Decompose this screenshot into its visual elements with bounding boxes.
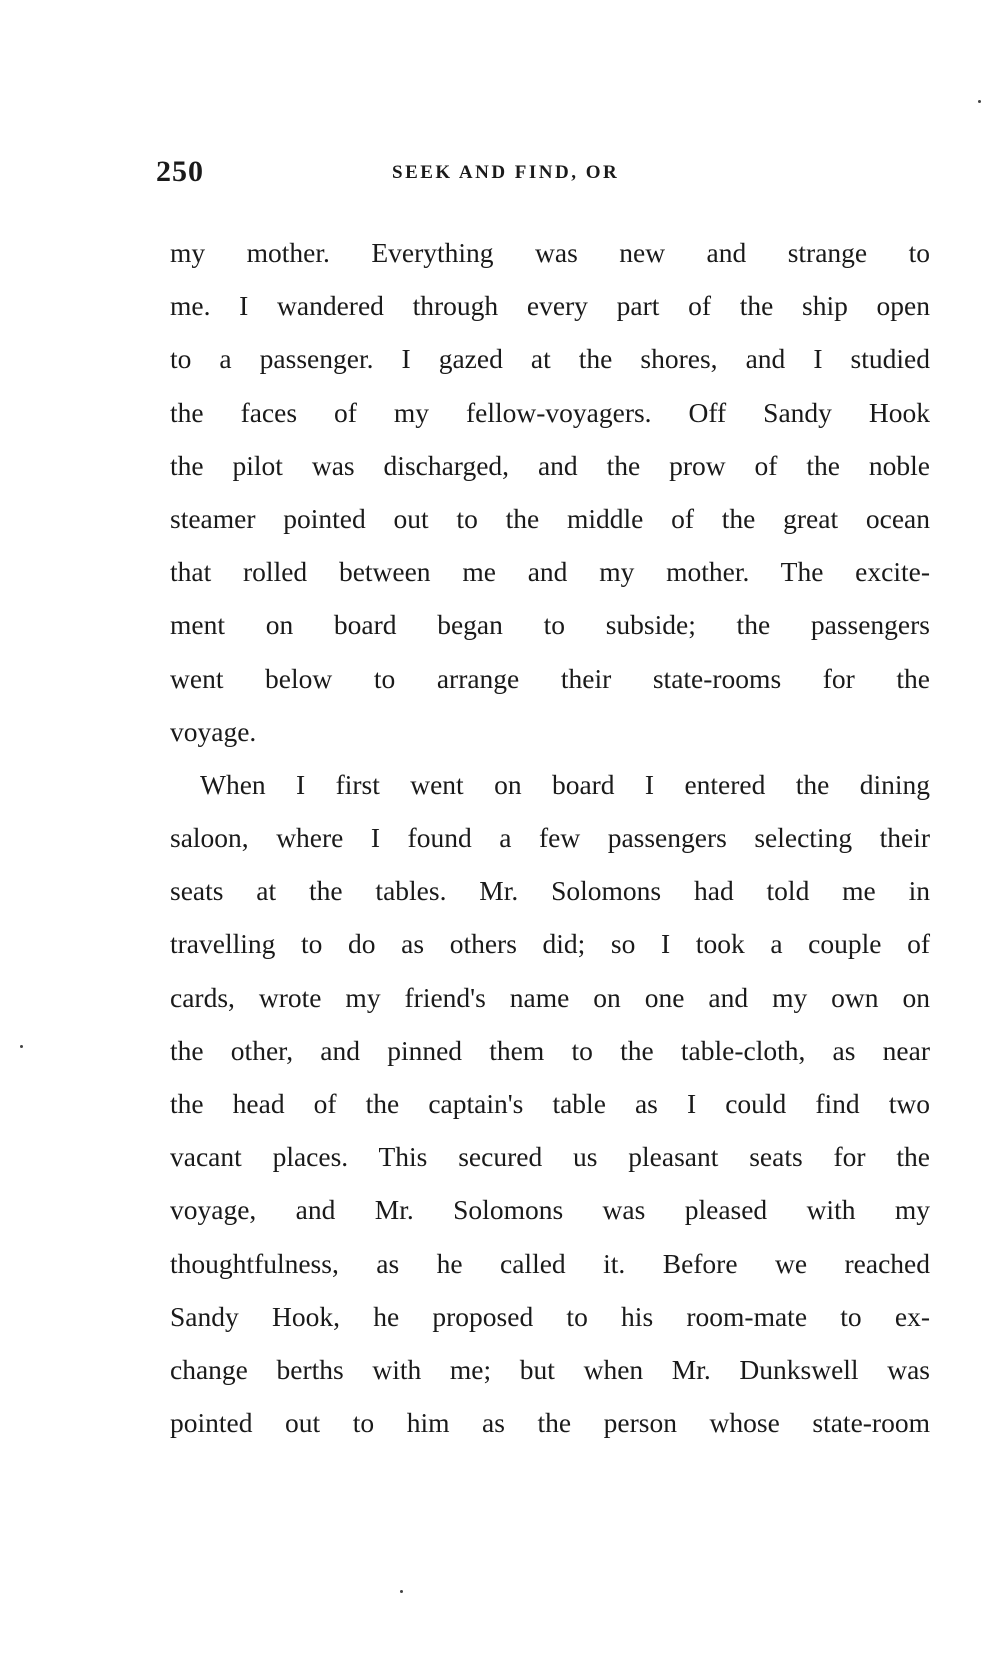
text-line: voyage, and Mr. Solomons was pleased with my	[170, 1194, 930, 1226]
text-line: When I first went on board I entered the dining	[200, 768, 930, 800]
running-head: SEEK AND FIND, OR	[392, 162, 620, 183]
scan-speck	[400, 1590, 403, 1593]
text-line: to a passenger. I gazed at the shores, and I studied	[170, 343, 930, 375]
text-line: went below to arrange their state-rooms for the	[170, 662, 930, 694]
text-line: that rolled between me and my mother. The excite-	[170, 556, 930, 588]
text-line: travelling to do as others did; so I took a couple of	[170, 928, 930, 960]
text-line: thoughtfulness, as he called it. Before we reached	[170, 1247, 930, 1279]
page-number: 250	[156, 155, 204, 188]
text-line: me. I wandered through every part of the ship open	[170, 290, 930, 322]
page-header	[156, 155, 930, 195]
text-line: vacant places. This secured us pleasant seats for the	[170, 1141, 930, 1173]
text-line: cards, wrote my friend's name on one and my own on	[170, 981, 930, 1013]
text-line: the head of the captain's table as I could find two	[170, 1088, 930, 1119]
text-line: the other, and pinned them to the table-cloth, as near	[170, 1034, 930, 1066]
body-text	[170, 226, 930, 1449]
text-line: ment on board began to subside; the passengers	[170, 609, 930, 641]
text-line: pointed out to him as the person whose state-room	[170, 1407, 930, 1439]
text-line: voyage.	[170, 715, 257, 747]
text-line: my mother. Everything was new and strange to	[170, 237, 930, 268]
scan-speck	[978, 100, 981, 103]
text-line: saloon, where I found a few passengers selecting their	[170, 822, 930, 854]
scan-speck	[20, 1045, 23, 1048]
text-line: steamer pointed out to the middle of the great ocean	[170, 502, 930, 534]
text-line: Sandy Hook, he proposed to his room-mate to ex-	[170, 1300, 930, 1332]
text-line: the pilot was discharged, and the prow of the noble	[170, 449, 930, 481]
text-line: seats at the tables. Mr. Solomons had told me in	[170, 875, 930, 907]
text-line: change berths with me; but when Mr. Dunkswell was	[170, 1353, 930, 1385]
text-line: the faces of my fellow-voyagers. Off Sandy Hook	[170, 396, 930, 428]
